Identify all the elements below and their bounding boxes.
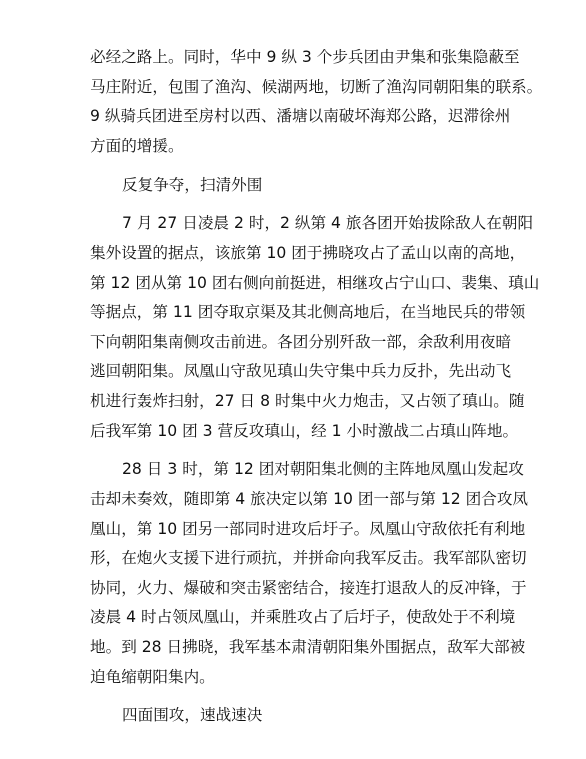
text-line-3: 9 纵骑兵团进至房村以西、潘塘以南破坏海郑公路，迟滞徐州 <box>90 107 511 126</box>
text-line-7: 集外设置的据点，该旅第 10 团于拂晓攻占了孟山以南的高地， <box>90 244 526 262</box>
text-line-13: 后我军第 10 团 3 营反攻瑱山，经 1 小时激战二占瑱山阵地。 <box>90 421 519 440</box>
text-line-16: 凰山，第 10 团另一部同时进攻后圩子。凤凰山守敌依托有利地 <box>90 519 526 538</box>
text-line-11: 逃回朝阳集。凤凰山守敌见瑱山失守集中兵力反扑，先出动飞 <box>90 362 512 381</box>
text-line-12: 机进行轰炸扫射，27 日 8 时集中火力炮击，又占领了瑱山。随 <box>90 392 525 410</box>
text-line-2: 马庄附近，包围了渔沟、候湖两地，切断了渔沟同朝阳集的联系。 <box>90 77 543 96</box>
text-line-9: 等据点，第 11 团夺取京渠及其北侧高地后，在当地民兵的带领 <box>90 303 526 322</box>
text-line-1: 必经之路上。同时，华中 9 纵 3 个步兵团由尹集和张集隐蔽至 <box>90 48 520 66</box>
section-heading-2: 四面围攻，速战速决 <box>122 706 263 725</box>
text-line-8: 第 12 团从第 10 团右侧向前挺进，相继攻占宁山口、裴集、瑱山 <box>90 273 540 292</box>
text-line-6: 7 月 27 日凌晨 2 时，2 纵第 4 旅各团开始拔除敌人在朝阳 <box>122 214 534 233</box>
text-line-4: 方面的增援。 <box>90 136 184 155</box>
text-line-10: 下向朝阳集南侧攻击前进。各团分别歼敌一部，余敌利用夜暗 <box>90 332 512 351</box>
section-heading-1: 反复争夺，扫清外围 <box>122 175 263 194</box>
text-line-18: 协同，火力、爆破和突击紧密结合，接连打退敌人的反冲锋，于 <box>90 578 527 597</box>
text-line-15: 击却未奏效，随即第 4 旅决定以第 10 团一部与第 12 团合攻凤 <box>90 490 529 508</box>
text-line-17: 形，在炮火支援下进行顽抗，并拼命向我军反击。我军部队密切 <box>90 549 527 568</box>
text-line-21: 迫龟缩朝阳集内。 <box>90 667 215 686</box>
text-line-20: 地。到 28 日拂晓，我军基本肃清朝阳集外围据点，敌军大部被 <box>90 638 526 656</box>
text-line-14: 28 日 3 时，第 12 团对朝阳集北侧的主阵地凤凰山发起攻 <box>122 460 524 479</box>
text-line-19: 凌晨 4 时占领凤凰山，并乘胜攻占了后圩子，使敌处于不利境 <box>90 608 516 627</box>
